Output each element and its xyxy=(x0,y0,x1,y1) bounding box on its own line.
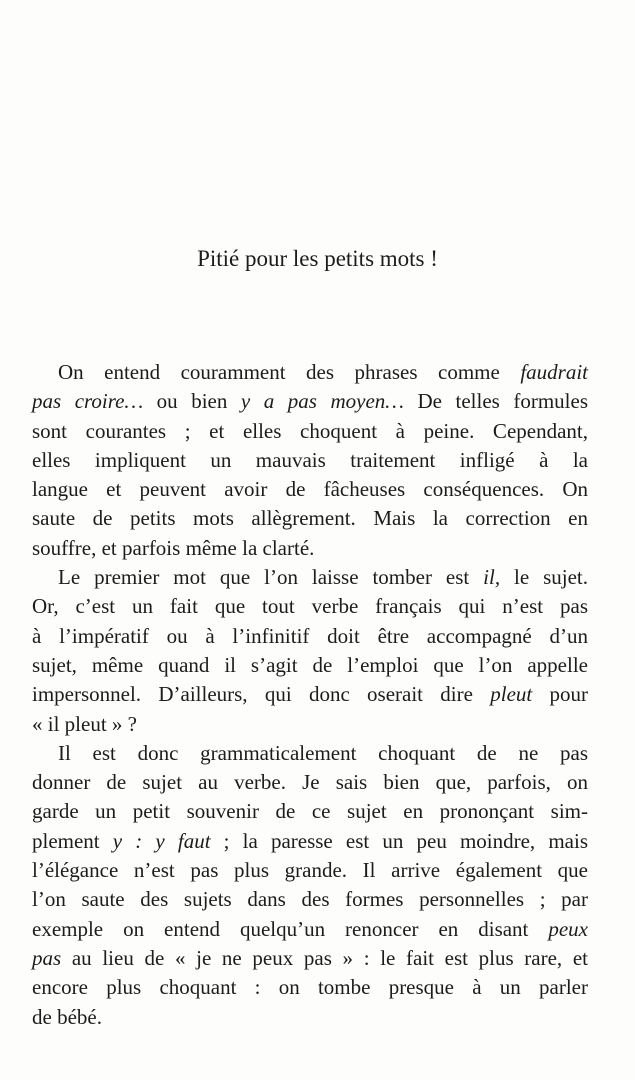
text-run: sont courantes ; et elles choquent à peine. Cependant, xyxy=(32,418,588,443)
text-line xyxy=(32,387,588,416)
text-run: impersonnel. D’ailleurs, qui donc oserait dire xyxy=(32,682,491,707)
text-run: pour xyxy=(532,682,589,707)
italic-run: pas xyxy=(32,945,62,970)
text-run: au lieu de « je ne peux pas » : le fait est plus rare, et xyxy=(61,945,588,970)
text-run: plement xyxy=(32,828,113,853)
text-line xyxy=(32,651,588,680)
text-run: l’élégance n’est pas plus grande. Il arrive également que xyxy=(32,858,588,883)
text-line xyxy=(32,358,588,387)
italic-run: pleut xyxy=(490,682,533,707)
paragraph xyxy=(32,739,588,1032)
text-run: sujet, même quand il s’agit de l’emploi que l’on appelle xyxy=(32,652,588,677)
text-line xyxy=(32,622,588,651)
text-run: garde un petit souvenir de ce sujet en prononçant sim- xyxy=(32,799,588,824)
text-run: Il est donc grammaticalement choquant de ne pas xyxy=(58,740,588,765)
text-run: elles impliquent un mauvais traitement infligé à la xyxy=(32,447,588,472)
text-run: ; la paresse est un peu moindre, mais xyxy=(210,828,588,853)
italic-run: faudrait xyxy=(520,360,588,384)
text-run: « il pleut » ? xyxy=(32,711,137,736)
text-line xyxy=(32,446,588,475)
text-run: encore plus choquant : on tombe presque à un parler xyxy=(32,975,588,1000)
italic-run: pas croire… xyxy=(32,389,144,414)
text-run: On entend couramment des phrases comme xyxy=(58,360,521,384)
text-run: donner de sujet au verbe. Je sais bien que, parfois, on xyxy=(32,770,588,795)
text-run: ou bien xyxy=(143,389,241,414)
paragraph xyxy=(32,563,588,739)
italic-run: y a pas moyen… xyxy=(240,389,404,414)
text-run: Le premier mot que l’on laisse tomber est xyxy=(58,565,484,590)
text-run: saute de petits mots allègrement. Mais la correction en xyxy=(32,506,588,531)
text-line xyxy=(32,739,588,768)
italic-run: y : y faut xyxy=(112,828,211,853)
text-line xyxy=(32,973,588,1002)
text-line xyxy=(32,592,588,621)
text-run: le sujet. xyxy=(500,565,588,590)
text-run: souffre, et parfois même la clarté. xyxy=(32,535,315,560)
text-line xyxy=(32,944,588,973)
text-run: l’on saute des sujets dans des formes personnelles ; par xyxy=(32,887,588,912)
text-line xyxy=(32,563,588,592)
body-text xyxy=(32,358,588,1032)
text-run: à l’impératif ou à l’infinitif doit être accompagné d’un xyxy=(32,623,588,648)
text-line xyxy=(32,885,588,914)
text-line xyxy=(32,915,588,944)
text-line xyxy=(32,504,588,533)
text-line xyxy=(32,856,588,885)
paragraph xyxy=(32,358,588,563)
text-line xyxy=(32,768,588,797)
italic-run: il, xyxy=(483,565,501,590)
text-run: exemple on entend quelqu’un renoncer en disant xyxy=(32,916,549,941)
text-run: Or, c’est un fait que tout verbe français qui n’est pas xyxy=(32,594,588,619)
text-line xyxy=(32,680,588,709)
text-line xyxy=(32,417,588,446)
italic-run: peux xyxy=(548,916,588,941)
text-line xyxy=(32,710,588,739)
chapter-title: Pitié pour les petits mots ! xyxy=(197,246,438,271)
text-line xyxy=(32,797,588,826)
text-run: langue et peuvent avoir de fâcheuses conséquences. On xyxy=(32,477,588,502)
text-run: De telles formules xyxy=(403,389,588,414)
text-run: de bébé. xyxy=(32,1004,102,1029)
text-line xyxy=(32,827,588,856)
text-line xyxy=(32,1003,588,1032)
text-line xyxy=(32,475,588,504)
text-line xyxy=(32,534,588,563)
